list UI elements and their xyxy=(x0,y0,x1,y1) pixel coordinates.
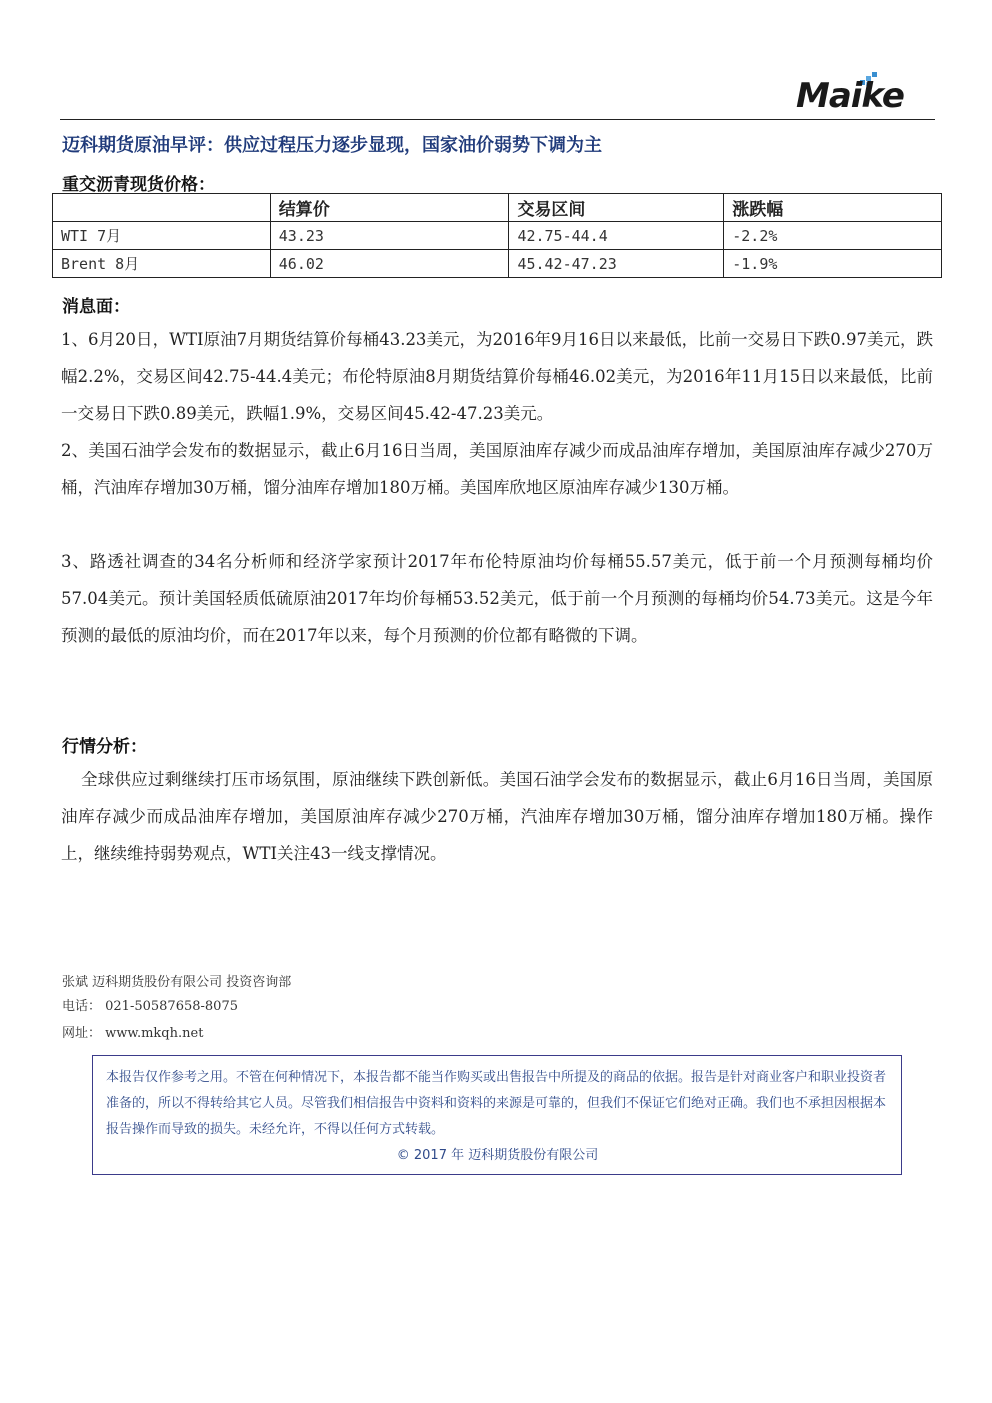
table-cell: WTI 7月 xyxy=(53,222,271,250)
table-cell: 45.42-47.23 xyxy=(509,250,724,278)
table-header-cell: 涨跌幅 xyxy=(724,194,942,222)
analysis-paragraph: 全球供应过剩继续打压市场氛围，原油继续下跌创新低。美国石油学会发布的数据显示，截止6月16日当周，美国原油库存减少而成品油库存增加，美国原油库存减少270万桶，汽油库存增加30万桶，馏分油库存增加180万桶。操作上，继续维持弱势观点，WTI关注43一线支撑情况。 xyxy=(61,770,933,863)
table-row xyxy=(53,250,942,278)
author-line: 张斌 迈科期货股份有限公司 投资咨询部 xyxy=(62,975,292,990)
table-cell: 43.23 xyxy=(270,222,509,250)
table-cell: Brent 8月 xyxy=(53,250,271,278)
table-cell: 42.75-44.4 xyxy=(509,222,724,250)
section-heading-prices: 重交沥青现货价格： xyxy=(62,175,215,195)
table-cell: 46.02 xyxy=(270,250,509,278)
disclaimer-box xyxy=(92,1055,902,1175)
table-cell: -2.2% xyxy=(724,222,942,250)
table-header-cell: 交易区间 xyxy=(509,194,724,222)
news-item-2: 2、美国石油学会发布的数据显示，截止6月16日当周，美国原油库存减少而成品油库存增加，美国原油库存减少270万桶，汽油库存增加30万桶，馏分油库存增加180万桶。美国库欣地区原油库存减少130万桶。 xyxy=(61,441,933,497)
table-header-row xyxy=(53,194,942,222)
section-heading-news: 消息面： xyxy=(62,297,130,317)
table-cell: -1.9% xyxy=(724,250,942,278)
table-row xyxy=(53,222,942,250)
news-item-3: 3、路透社调查的34名分析师和经济学家预计2017年布伦特原油均价每桶55.57美元，低于前一个月预测每桶均价57.04美元。预计美国轻质低硫原油2017年均价每桶53.52美元，低于前一个月预测的每桶均价54.73美元。这是今年预测的最低的原油均价，而在2017年以来，每个月预测的价位都有略微的下调。 xyxy=(61,552,933,645)
news-item-1: 1、6月20日，WTI原油7月期货结算价每桶43.23美元，为2016年9月16日以来最低，比前一交易日下跌0.97美元，跌幅2.2%，交易区间42.75-44.4美元；布伦特原油8月期货结算价每桶46.02美元，为2016年11月15日以来最低，比前一交易日下跌0.89美元，跌幅1.9%，交易区间45.42-47.23美元。 xyxy=(61,330,933,423)
company-logo xyxy=(790,70,930,118)
section-heading-analysis: 行情分析： xyxy=(62,737,147,757)
page-title: 迈科期货原油早评：供应过程压力逐步显现，国家油价弱势下调为主 xyxy=(62,135,602,156)
disclaimer-text: 本报告仅作参考之用。不管在何种情况下，本报告都不能当作购买或出售报告中所提及的商品的依据。报告是针对商业客户和职业投资者准备的，所以不得转给其它人员。尽管我们相信报告中资料和资料的来源是可靠的，但我们不保证它们绝对正确。我们也不承担因根据本报告操作而导致的损失。未经允许，不得以任何方式转载。 xyxy=(106,1070,887,1137)
header-divider xyxy=(60,119,935,120)
logo-text: Maike xyxy=(796,76,904,116)
copyright-line: © 2017 年 迈科期货股份有限公司 xyxy=(396,1148,599,1163)
phone-line: 电话： 021-50587658-8075 xyxy=(62,999,238,1014)
price-table xyxy=(52,193,942,278)
website-line: 网址： www.mkqh.net xyxy=(62,1026,204,1041)
table-header-cell xyxy=(53,194,271,222)
table-header-cell: 结算价 xyxy=(270,194,509,222)
